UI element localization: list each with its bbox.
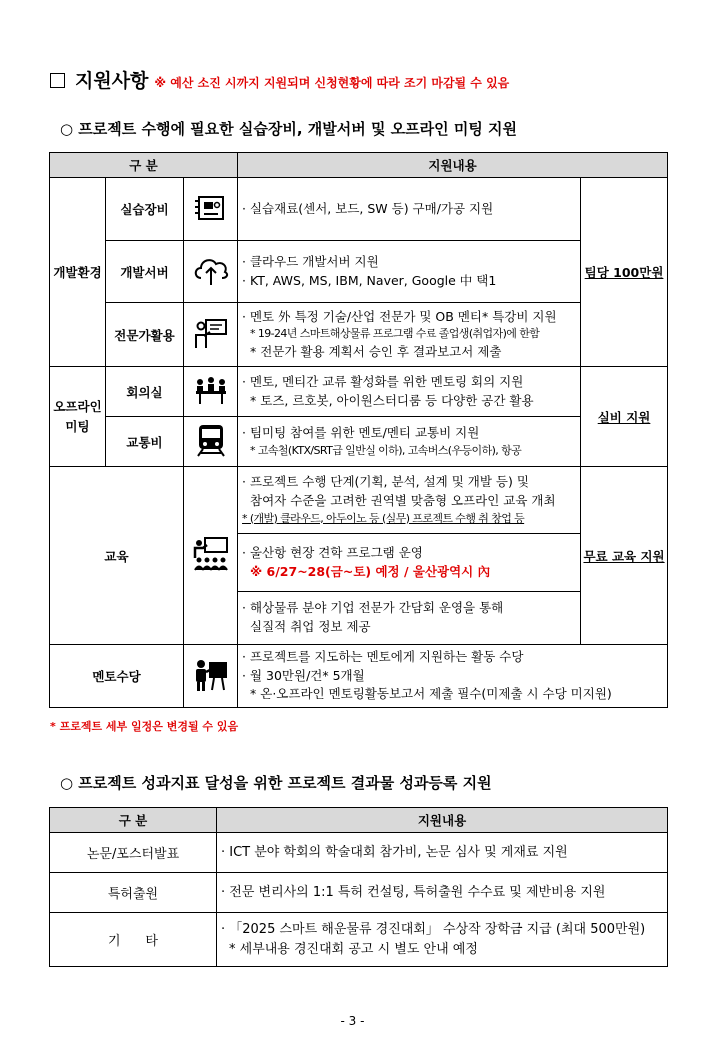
row-label-education: 교육	[50, 467, 184, 645]
classroom-icon	[184, 467, 238, 645]
header-category: 구 분	[50, 153, 238, 178]
header-category-2: 구 분	[50, 808, 217, 833]
teacher-board-icon	[184, 645, 238, 708]
section-title: 지원사항	[75, 70, 149, 92]
subsection-title-1: ○ 프로젝트 수행에 필요한 실습장비, 개발서버 및 오프라인 미팅 지원	[60, 120, 518, 138]
section-heading	[50, 66, 509, 93]
group-offline-meeting: 오프라인 미팅	[50, 367, 106, 467]
content-expert: · 멘토 外 특정 기술/산업 전문가 및 OB 멘티* 특강비 지원 * 19-24년 스마트해상물류 프로그램 수료 졸업생(취업자)에 한함 * 전문가 활용 계획서 승인 후 결과보고서 제출	[238, 303, 581, 367]
row-label-paper: 논문/포스터발표	[50, 833, 217, 873]
row-label-mentor: 멘토수당	[50, 645, 184, 708]
page-number: - 3 -	[340, 1014, 365, 1028]
content-education-3: · 해상물류 분야 기업 전문가 간담회 운영을 통해 실질적 취업 정보 제공	[238, 592, 581, 645]
content-education-1: · 프로젝트 수행 단계(기획, 분석, 설계 및 개발 등) 및 참여자 수준을 고려한 권역별 맞춤형 오프라인 교육 개최 * (개발) 클라우드, 아두이노 등 (실무) 프로젝트 수행 취 창업 등	[238, 467, 581, 534]
support-table-1	[49, 152, 668, 708]
content-meeting: · 멘토, 멘티간 교류 활성화를 위한 멘토링 회의 지원 * 토즈, 르호봇, 아이원스터디룸 등 다양한 공간 활용	[238, 367, 581, 417]
content-paper: · ICT 분야 학회의 학술대회 참가비, 논문 심사 및 게재료 지원	[217, 833, 668, 873]
support-actual-cost: 실비 지원	[581, 367, 668, 467]
row-label-patent: 특허출원	[50, 873, 217, 913]
row-label-etc: 기 타	[50, 913, 217, 967]
content-patent: · 전문 변리사의 1:1 특허 컨설팅, 특허출원 수수료 및 제반비용 지원	[217, 873, 668, 913]
train-icon	[184, 417, 238, 467]
row-label-transport: 교통비	[106, 417, 184, 467]
content-etc: · 「2025 스마트 해운물류 경진대회」 수상작 장학금 지급 (최대 500만원) * 세부내용 경진대회 공고 시 별도 안내 예정	[217, 913, 668, 967]
content-practice: · 실습재료(센서, 보드, SW 등) 구매/가공 지원	[238, 178, 581, 241]
presenter-icon	[184, 303, 238, 367]
content-transport: · 팀미팅 참여를 위한 멘토/멘티 교통비 지원 * 고속철(KTX/SRT급 일반실 이하), 고속버스(우등이하), 항공	[238, 417, 581, 467]
circuit-board-icon	[184, 178, 238, 241]
cloud-upload-icon	[184, 241, 238, 303]
row-label-server: 개발서버	[106, 241, 184, 303]
meeting-icon	[184, 367, 238, 417]
row-label-practice: 실습장비	[106, 178, 184, 241]
subsection-title-2: ○ 프로젝트 성과지표 달성을 위한 프로젝트 결과물 성과등록 지원	[60, 774, 492, 792]
content-server: · 클라우드 개발서버 지원 · KT, AWS, MS, IBM, Naver, Google 中 택1	[238, 241, 581, 303]
row-label-expert: 전문가활용	[106, 303, 184, 367]
footnote: * 프로젝트 세부 일정은 변경될 수 있음	[50, 720, 239, 733]
section-notice: ※ 예산 소진 시까지 지원되며 신청현황에 따라 조기 마감될 수 있음	[154, 76, 510, 90]
checkbox-square-icon	[50, 73, 65, 88]
header-content: 지원내용	[238, 153, 668, 178]
group-dev-env: 개발환경	[50, 178, 106, 367]
header-content-2: 지원내용	[217, 808, 668, 833]
support-team-budget: 팀당 100만원	[581, 178, 668, 367]
row-label-meeting: 회의실	[106, 367, 184, 417]
support-table-2	[49, 807, 668, 967]
content-mentor: · 프로젝트를 지도하는 멘토에게 지원하는 활동 수당 · 월 30만원/건* 5개월 * 온·오프라인 멘토링활동보고서 제출 필수(미제출 시 수당 미지원)	[238, 645, 668, 708]
content-education-2: · 울산항 현장 견학 프로그램 운영 ※ 6/27~28(금~토) 예정 / 울산광역시 內	[238, 534, 581, 592]
support-free-education: 무료 교육 지원	[581, 467, 668, 645]
